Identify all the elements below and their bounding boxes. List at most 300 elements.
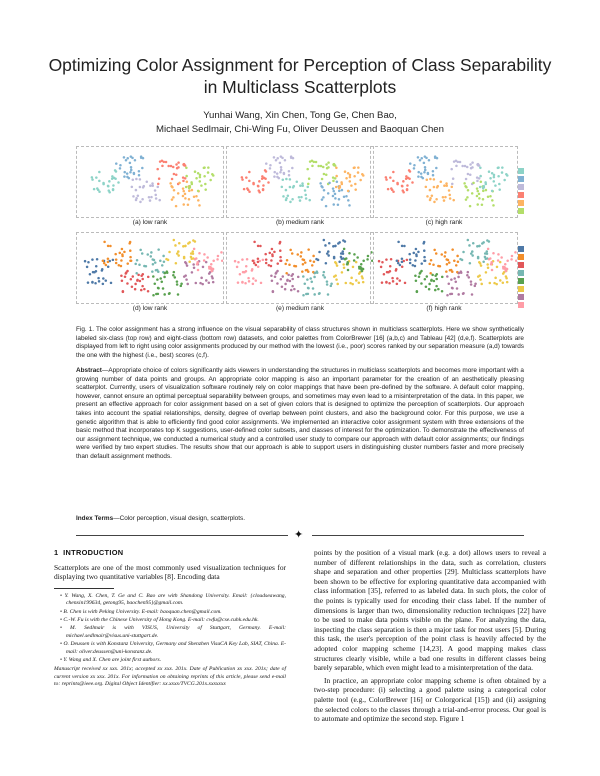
scatter-point	[476, 180, 479, 183]
scatter-point	[305, 197, 308, 200]
scatter-point	[349, 180, 352, 183]
scatter-point	[205, 261, 208, 264]
scatter-point	[276, 262, 279, 265]
scatter-point	[155, 197, 158, 200]
scatter-point	[326, 280, 329, 283]
scatter-point	[264, 253, 267, 256]
scatter-point	[488, 258, 491, 261]
scatter-point	[155, 269, 158, 272]
paper-title: Optimizing Color Assignment for Perception of Class Separability in Multiclass Scatterplots	[48, 55, 552, 97]
scatter-point	[211, 173, 214, 176]
scatter-point	[423, 171, 426, 174]
scatter-point	[212, 281, 215, 284]
scatter-point	[480, 264, 483, 267]
scatter-point	[325, 205, 328, 208]
scatter-point	[497, 253, 500, 256]
figure-caption: Fig. 1. The color assignment has a strong influence on the visual separability of class structures shown in multiclass scatterplots. Here we show synthetically labeled six-class (top row) and eight-class (bottom row) datasets, and color palettes from ColorBrewer [16] (a,b,c) and Tableau [42] (d,e,f). Scatterplots are displayed from left to right using color assignments produced by our method with the lowest (i.e., poor) scores ranked by our separation measure (a,d) towards the one with the highest (i.e., best) scores (c,f).	[76, 326, 524, 359]
scatter-point	[305, 269, 308, 272]
scatter-point	[467, 173, 470, 176]
scatter-point	[321, 198, 324, 201]
scatter-point	[333, 275, 336, 278]
scatter-point	[123, 251, 126, 254]
scatter-point	[115, 258, 118, 261]
scatter-point	[433, 186, 436, 189]
scatter-point	[444, 251, 447, 254]
palette-swatch	[518, 184, 524, 190]
scatter-point	[470, 280, 473, 283]
scatter-point	[123, 171, 126, 174]
scatter-point	[342, 252, 345, 255]
scatter-point	[241, 178, 244, 181]
scatter-point	[111, 178, 114, 181]
scatter-point	[424, 166, 427, 169]
scatter-point	[482, 190, 485, 193]
scatter-point	[445, 184, 448, 187]
scatter-point	[269, 167, 272, 170]
scatter-point	[469, 205, 472, 208]
scatter-point	[469, 173, 472, 176]
scatter-point	[243, 271, 246, 274]
scatter-point	[155, 293, 158, 296]
scatter-point	[241, 281, 244, 284]
panel-b	[226, 146, 374, 228]
scatter-point	[344, 170, 347, 173]
scatter-point	[349, 282, 352, 285]
scatter-point	[95, 265, 98, 268]
scatter-point	[212, 259, 215, 262]
scatter-point	[239, 273, 242, 276]
scatter-point	[441, 276, 444, 279]
footnote: • B. Chen is with Peking University. E-mail: baoquan.chen@gmail.com.	[60, 608, 222, 615]
scatter-point	[122, 291, 125, 294]
scatter-point	[337, 203, 340, 206]
scatter-point	[138, 174, 141, 177]
scatter-point	[477, 275, 480, 278]
scatter-point	[324, 244, 327, 247]
scatter-point	[140, 275, 143, 278]
scatter-point	[182, 195, 185, 198]
divider-line-left	[76, 535, 288, 536]
scatter-point	[420, 262, 423, 265]
scatter-point	[180, 282, 183, 285]
scatter-point	[265, 170, 268, 173]
scatter-point	[387, 188, 390, 191]
scatter-point	[187, 203, 190, 206]
scatter-point	[500, 256, 503, 259]
scatter-point	[98, 190, 101, 193]
scatter-point	[182, 180, 185, 183]
scatter-point	[311, 281, 314, 284]
scatter-point	[444, 255, 447, 258]
scatter-point	[381, 281, 384, 284]
scatter-point	[415, 279, 418, 282]
scatter-point	[392, 280, 395, 283]
scatter-point	[327, 161, 330, 164]
scatter-point	[307, 248, 310, 251]
scatter-point	[287, 274, 290, 277]
scatter-point	[468, 244, 471, 247]
scatter-point	[154, 194, 157, 197]
panel-a	[76, 146, 224, 228]
scatter-point	[183, 164, 186, 167]
scatter-point	[340, 256, 343, 259]
scatter-point	[112, 189, 115, 192]
scatter-point	[147, 290, 150, 293]
scatter-point	[184, 261, 187, 264]
scatter-point	[291, 278, 294, 281]
scatter-point	[268, 264, 271, 267]
scatter-point	[203, 166, 206, 169]
scatter-point	[289, 249, 292, 252]
scatter-point	[150, 255, 153, 258]
scatter-point	[325, 173, 328, 176]
scatter-point	[317, 259, 320, 262]
scatter-point	[325, 163, 328, 166]
scatter-point	[484, 256, 487, 259]
scatter-point	[413, 167, 416, 170]
scatter-point	[196, 263, 199, 266]
scatter-point	[429, 197, 432, 200]
scatter-point	[446, 263, 449, 266]
scatter-point	[288, 174, 291, 177]
scatter-point	[434, 157, 437, 160]
scatter-point	[440, 180, 443, 183]
scatter-point	[345, 282, 348, 285]
scatter-point	[192, 250, 195, 253]
scatter-point	[432, 174, 435, 177]
scatter-point	[353, 175, 356, 178]
scatter-point	[313, 261, 316, 264]
scatter-point	[154, 189, 157, 192]
scatter-point	[476, 195, 479, 198]
scatter-point	[279, 162, 282, 165]
scatter-point	[480, 283, 483, 286]
scatter-point	[178, 182, 181, 185]
scatter-point	[288, 264, 291, 267]
scatter-point	[117, 181, 120, 184]
scatter-point	[126, 282, 129, 285]
scatter-point	[358, 282, 361, 285]
scatter-point	[343, 248, 346, 251]
scatter-point	[188, 190, 191, 193]
panel-d	[76, 232, 224, 314]
scatter-point	[322, 274, 325, 277]
scatterplot-f	[370, 232, 518, 304]
scatter-point	[325, 262, 328, 265]
scatter-point	[430, 259, 433, 262]
scatter-point	[259, 245, 262, 248]
scatter-point	[252, 277, 255, 280]
body-paragraph-1: points by the position of a visual mark (e.g. a dot) allows users to reveal a number of different relationships in the data, such as correlation, clusters shape and separation and other properties [29]. Multiclass scatterplots have been shown to be effective for exploring quantitative data accompanied with class information [35], referred to as labeled data. In such plots, the color of the points is typically used for encoding their class label. If the number of dimensions is larger than two, dimensionality reduction techniques [22] have to be used to make data points visible on the plane. For analyzing the data, inspecting the class separation is then a major task for most users [5]. During this task, the user's perception of the point class is heavily affected by the adopted color mapping scheme [14,23]. A good mapping makes class structures clearly visible, while a bad one results in different classes being barely separable, which even might lead to a misinterpretation of the data.	[314, 548, 546, 673]
scatter-point	[271, 248, 274, 251]
scatter-point	[130, 260, 133, 263]
scatter-point	[271, 253, 274, 256]
scatter-point	[451, 186, 454, 189]
scatter-point	[505, 277, 508, 280]
manuscript-info: Manuscript received xx xxx. 201x; accepted xx xxx. 201x. Date of Publication xx xxx. 201x; date of current version xx xxx. 201x. For information on obtaining reprints of this article, please send e-mail to: reprints@ieee.org. Digital Object Identifier: xx.xxxx/TVCG.201x.xxxxxxx	[54, 666, 286, 688]
scatter-point	[192, 252, 195, 255]
scatter-point	[389, 265, 392, 268]
scatter-point	[194, 170, 197, 173]
scatter-point	[93, 188, 96, 191]
scatter-point	[269, 252, 272, 255]
scatter-point	[485, 189, 488, 192]
scatter-point	[283, 172, 286, 175]
scatter-point	[511, 255, 514, 258]
scatter-point	[457, 276, 460, 279]
scatter-point	[309, 277, 312, 280]
scatter-point	[357, 171, 360, 174]
scatter-point	[347, 190, 350, 193]
scatter-point	[399, 279, 402, 282]
scatter-point	[149, 199, 152, 202]
scatter-point	[499, 261, 502, 264]
scatter-point	[432, 170, 435, 173]
scatter-point	[252, 259, 255, 262]
scatter-point	[195, 195, 198, 198]
scatter-point	[288, 170, 291, 173]
scatter-point	[136, 259, 139, 262]
scatter-point	[157, 183, 160, 186]
scatter-point	[332, 187, 335, 190]
scatter-point	[350, 184, 353, 187]
scatter-point	[176, 280, 179, 283]
scatter-point	[477, 257, 480, 260]
scatter-point	[221, 259, 224, 262]
section-title: INTRODUCTION	[63, 548, 124, 557]
scatter-point	[479, 175, 482, 178]
scatter-point	[183, 257, 186, 260]
scatter-point	[305, 293, 308, 296]
scatter-point	[477, 164, 480, 167]
scatter-point	[462, 251, 465, 254]
scatter-point	[322, 196, 325, 199]
scatter-point	[275, 271, 278, 274]
scatter-point	[413, 252, 416, 255]
scatter-point	[177, 250, 180, 253]
scatter-point	[358, 272, 361, 275]
scatter-point	[354, 188, 357, 191]
scatter-point	[464, 185, 467, 188]
scatter-point	[177, 293, 180, 296]
scatter-point	[93, 271, 96, 274]
scatter-point	[493, 174, 496, 177]
scatter-point	[132, 179, 135, 182]
scatter-point	[174, 276, 177, 279]
scatter-point	[505, 268, 508, 271]
body-paragraph-2: In practice, an appropriate color mapping scheme is often obtained by a two-step procedure: (i) selecting a good palette using a categorical color palette tool (e.g., ColorBrewer [16] or Colorgorical [15]) and (ii) assigning the selected colors to the classes through a trial-and-error process. Our goal is to automate and optimize the second step. Figure 1	[314, 675, 546, 724]
scatter-point	[96, 258, 99, 261]
palette-top	[518, 168, 526, 216]
scatter-point	[161, 165, 164, 168]
scatter-point	[292, 186, 295, 189]
scatter-point	[234, 260, 237, 263]
scatter-point	[135, 189, 138, 192]
scatter-point	[448, 282, 451, 285]
scatter-point	[312, 255, 315, 258]
scatter-point	[107, 261, 110, 264]
scatter-point	[309, 260, 312, 263]
scatter-point	[91, 281, 94, 284]
scatter-point	[171, 198, 174, 201]
scatter-point	[491, 269, 494, 272]
scatter-point	[280, 260, 283, 263]
scatter-point	[291, 252, 294, 255]
scatter-point	[486, 252, 489, 255]
scatter-point	[323, 173, 326, 176]
scatter-point	[436, 186, 439, 189]
scatter-point	[478, 177, 481, 180]
scatter-point	[420, 176, 423, 179]
scatter-point	[208, 272, 211, 275]
scatter-point	[433, 201, 436, 204]
scatter-point	[260, 282, 263, 285]
scatter-point	[330, 282, 333, 285]
section-divider	[76, 528, 524, 541]
scatter-point	[488, 170, 491, 173]
scatter-point	[306, 278, 309, 281]
scatter-point	[361, 268, 364, 271]
palette-swatch	[518, 302, 524, 308]
scatter-point	[353, 259, 356, 262]
scatter-point	[94, 282, 97, 285]
scatter-point	[409, 170, 412, 173]
scatter-point	[487, 267, 490, 270]
scatter-point	[102, 283, 105, 286]
scatter-point	[188, 261, 191, 264]
caption-b: (b) medium rank	[275, 219, 324, 226]
scatter-point	[467, 239, 470, 242]
scatter-point	[182, 190, 185, 193]
scatter-point	[414, 275, 417, 278]
scatter-point	[114, 178, 117, 181]
scatter-point	[248, 171, 251, 174]
scatter-point	[284, 159, 287, 162]
scatter-point	[466, 274, 469, 277]
scatter-point	[458, 272, 461, 275]
scatter-point	[486, 263, 489, 266]
footnote: • M. Sedlmair is with VISUS, University of Stuttgart, Germany. E-mail: michael.sedlmair@visus.uni-stuttgart.de.	[60, 625, 286, 639]
scatter-point	[353, 166, 356, 169]
scatter-point	[184, 197, 187, 200]
scatter-point	[317, 165, 320, 168]
scatter-point	[452, 199, 455, 202]
scatter-point	[220, 251, 223, 254]
scatter-point	[251, 268, 254, 271]
scatter-point	[413, 164, 416, 167]
scatter-point	[356, 256, 359, 259]
scatter-point	[134, 283, 137, 286]
scatter-point	[482, 261, 485, 264]
scatter-point	[497, 259, 500, 262]
scatter-point	[352, 266, 355, 269]
scatter-point	[493, 282, 496, 285]
scatter-point	[149, 184, 152, 187]
scatter-point	[152, 294, 155, 297]
scatter-point	[248, 280, 251, 283]
scatter-point	[197, 269, 200, 272]
scatter-point	[257, 265, 260, 268]
scatter-point	[387, 271, 390, 274]
scatter-point	[121, 253, 124, 256]
palette-swatch	[518, 270, 524, 276]
scatter-point	[333, 257, 336, 260]
scatter-point	[385, 176, 388, 179]
scatter-point	[320, 165, 323, 168]
scatter-point	[119, 167, 122, 170]
scatter-point	[84, 260, 87, 263]
scatter-point	[157, 248, 160, 251]
scatter-point	[463, 182, 466, 185]
scatter-point	[433, 280, 436, 283]
scatter-point	[406, 189, 409, 192]
scatter-point	[207, 171, 210, 174]
scatter-point	[139, 249, 142, 252]
scatter-point	[478, 261, 481, 264]
scatter-point	[423, 256, 426, 259]
scatter-point	[469, 163, 472, 166]
scatter-point	[401, 265, 404, 268]
scatter-point	[434, 289, 437, 292]
scatter-point	[392, 171, 395, 174]
scatter-point	[107, 265, 110, 268]
scatter-point	[350, 277, 353, 280]
scatter-point	[167, 259, 170, 262]
scatter-point	[186, 264, 189, 267]
scatter-point	[154, 282, 157, 285]
scatter-point	[453, 277, 456, 280]
scatter-point	[168, 251, 171, 254]
author-line-1: Yunhai Wang, Xin Chen, Tong Ge, Chen Bao,	[203, 110, 397, 121]
palette-swatch	[518, 192, 524, 198]
scatter-point	[441, 290, 444, 293]
palette-swatch	[518, 208, 524, 214]
scatter-point	[471, 166, 474, 169]
scatter-point	[173, 173, 176, 176]
scatter-point	[307, 270, 310, 273]
scatter-point	[343, 267, 346, 270]
scatter-point	[276, 282, 279, 285]
scatter-point	[130, 278, 133, 281]
scatter-point	[405, 175, 408, 178]
scatter-point	[130, 169, 133, 172]
scatter-point	[257, 258, 260, 261]
scatter-point	[281, 286, 284, 289]
scatter-point	[385, 281, 388, 284]
scatter-point	[281, 157, 284, 160]
scatter-point	[186, 283, 189, 286]
scatter-point	[207, 166, 210, 169]
scatter-point	[172, 274, 175, 277]
scatter-point	[98, 280, 101, 283]
scatter-point	[258, 189, 261, 192]
scatter-point	[435, 285, 438, 288]
scatter-point	[152, 275, 155, 278]
scatter-point	[336, 283, 339, 286]
scatter-point	[334, 193, 337, 196]
scatter-point	[411, 181, 414, 184]
scatter-point	[390, 258, 393, 261]
scatter-point	[397, 241, 400, 244]
footnote: • Y. Wang, X. Chen, T. Ge and C. Bao are with Shandong University. Email: {cloudseawang, chenxin199634, getong95, baochen95}@gmail.com.	[60, 592, 286, 607]
scatter-point	[469, 262, 472, 265]
scatter-point	[290, 289, 293, 292]
scatter-point	[141, 198, 144, 201]
scatter-point	[284, 283, 287, 286]
scatter-point	[302, 275, 305, 278]
palette-swatch	[518, 278, 524, 284]
scatter-point	[487, 248, 490, 251]
